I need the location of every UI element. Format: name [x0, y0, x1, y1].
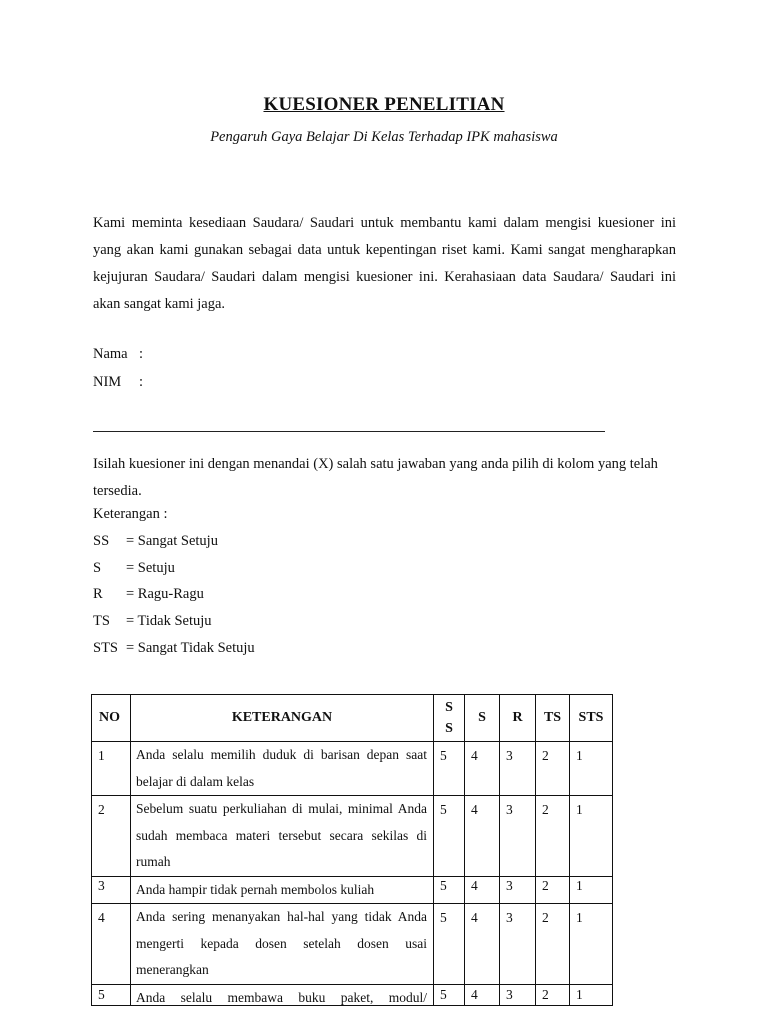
cell-s[interactable]: 4 [465, 876, 500, 904]
cell-ss[interactable]: 5 [434, 984, 465, 1005]
row-statement: Anda hampir tidak pernah membolos kuliah [131, 876, 434, 904]
row-no: 3 [92, 876, 131, 904]
table-header-row [92, 695, 613, 742]
row-statement: Sebelum suatu perkuliahan di mulai, minimal Anda sudah membaca materi tersebut secara sekilas di rumah [131, 796, 434, 877]
cell-ss[interactable]: 5 [434, 796, 465, 877]
row-statement-cell [131, 984, 434, 1005]
cell-ts[interactable]: 2 [536, 876, 570, 904]
keterangan-heading: Keterangan : [93, 506, 168, 522]
legend-desc: = Sangat Setuju [126, 533, 218, 549]
cell-r[interactable]: 3 [500, 984, 536, 1005]
nim-label: NIM [93, 374, 122, 390]
cell-r[interactable]: 3 [500, 904, 536, 985]
row-no: 5 [92, 984, 131, 1005]
questionnaire-table [91, 694, 613, 1006]
nim-field [93, 374, 143, 391]
cell-sts[interactable]: 1 [570, 742, 613, 796]
row-no: 1 [92, 742, 131, 796]
header-ss-bottom: S [445, 721, 453, 736]
table-row [92, 796, 613, 877]
header-r: R [500, 695, 536, 742]
nama-label: Nama [93, 346, 128, 362]
legend-desc: = Sangat Tidak Setuju [126, 640, 255, 656]
instruction-paragraph: Isilah kuesioner ini dengan menandai (X) salah satu jawaban yang anda pilih di kolom yang telah tersedia. [93, 456, 658, 499]
cell-s[interactable]: 4 [465, 742, 500, 796]
header-ss-top: S [445, 700, 453, 715]
legend-item [93, 586, 204, 603]
legend-item [93, 613, 212, 630]
cell-ts[interactable]: 2 [536, 984, 570, 1005]
header-no: NO [92, 695, 131, 742]
table-row [92, 984, 613, 1005]
row-no: 4 [92, 904, 131, 985]
cell-r[interactable]: 3 [500, 796, 536, 877]
cell-r[interactable]: 3 [500, 742, 536, 796]
header-sts: STS [570, 695, 613, 742]
table-row [92, 742, 613, 796]
legend-desc: = Tidak Setuju [126, 613, 212, 629]
header-ss [434, 695, 465, 742]
header-s: S [465, 695, 500, 742]
legend-desc: = Ragu-Ragu [126, 586, 204, 602]
cell-s[interactable]: 4 [465, 904, 500, 985]
cell-ss[interactable]: 5 [434, 904, 465, 985]
row-statement: Anda sering menanyakan hal-hal yang tidak Anda mengerti kepada dosen setelah dosen usai menerangkan [131, 904, 434, 985]
page-title: KUESIONER PENELITIAN [263, 94, 505, 115]
row-no: 2 [92, 796, 131, 877]
table-row [92, 904, 613, 985]
cell-ts[interactable]: 2 [536, 904, 570, 985]
cell-ts[interactable]: 2 [536, 742, 570, 796]
table-row [92, 876, 613, 904]
header-keterangan: KETERANGAN [131, 695, 434, 742]
legend-item [93, 533, 218, 550]
legend-abbr: S [93, 560, 102, 576]
cell-sts[interactable]: 1 [570, 984, 613, 1005]
nama-separator: : [139, 346, 144, 362]
cell-ss[interactable]: 5 [434, 876, 465, 904]
cell-sts[interactable]: 1 [570, 796, 613, 877]
legend-abbr: TS [93, 613, 110, 629]
row-statement: Anda selalu membawa buku paket, modul/ [136, 989, 427, 1005]
cell-sts[interactable]: 1 [570, 876, 613, 904]
cell-sts[interactable]: 1 [570, 904, 613, 985]
separator-line [93, 431, 605, 432]
legend-desc: = Setuju [126, 560, 175, 576]
intro-paragraph: Kami meminta kesediaan Saudara/ Saudari untuk membantu kami dalam mengisi kuesioner ini yang akan kami gunakan sebagai data untuk kepentingan riset kami. Kami sangat mengharapkan kejujuran Saudara/ Saudari dalam mengisi kuesioner ini. Kerahasiaan data Saudara/ Saudari ini akan sangat kami jaga. [93, 215, 676, 312]
cell-ts[interactable]: 2 [536, 796, 570, 877]
nim-separator: : [139, 374, 144, 390]
cell-s[interactable]: 4 [465, 984, 500, 1005]
legend-item [93, 640, 255, 657]
cell-ss[interactable]: 5 [434, 742, 465, 796]
cell-r[interactable]: 3 [500, 876, 536, 904]
header-ts: TS [536, 695, 570, 742]
nama-field [93, 346, 143, 363]
row-statement: Anda selalu memilih duduk di barisan depan saat belajar di dalam kelas [131, 742, 434, 796]
legend-abbr: R [93, 586, 103, 602]
legend-abbr: STS [93, 640, 118, 656]
page-subtitle: Pengaruh Gaya Belajar Di Kelas Terhadap IPK mahasiswa [210, 129, 558, 145]
cell-s[interactable]: 4 [465, 796, 500, 877]
legend-item [93, 560, 175, 577]
legend-abbr: SS [93, 533, 110, 549]
